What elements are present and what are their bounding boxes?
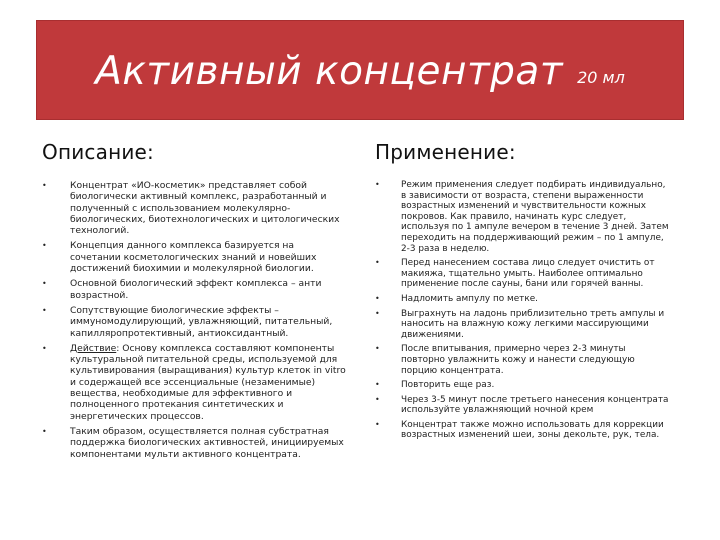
title-row — [36, 20, 684, 120]
list-item — [375, 258, 670, 290]
bullet-icon: • — [42, 279, 47, 289]
bullet-icon: • — [375, 293, 380, 303]
list-item — [375, 420, 670, 441]
list-item-text: Повторить еще раз. — [401, 380, 495, 391]
description-column — [42, 140, 347, 464]
list-item-text: Через 3-5 минут после третьего нанесения концентрата используйте увлажняющий ночной крем — [401, 394, 669, 416]
description-list — [42, 180, 347, 460]
bullet-icon: • — [375, 380, 380, 390]
bullet-icon: • — [375, 419, 380, 429]
list-item-text: Сопутствующие биологические эффекты – иммуномодулирующий, увлажняющий, питательный, капилляропротективный, антиоксидантный. — [70, 304, 333, 339]
list-item — [375, 180, 670, 254]
bullet-icon: • — [375, 344, 380, 354]
list-item-text: Концентрат «ИО-косметик» представляет собой биологически активный комплекс, разработанный и полученный с использованием молекулярно-биологических, биотехнологических и цитологических технологий. — [70, 180, 340, 237]
list-item-text: Таким образом, осуществляется полная субстратная поддержка биологических активностей, инициируемых компонентами мульти активного концентрата. — [70, 425, 344, 460]
list-item-text: Перед нанесением состава лицо следует очистить от макияжа, тщательно умыть. Наиболее оптимально применение после сауны, бани или горячей ванны. — [401, 258, 655, 290]
usage-list — [375, 180, 670, 441]
title-banner — [36, 20, 684, 120]
list-item-text: Концентрат также можно использовать для коррекции возрастных изменений шеи, зоны декольте, рук, тела. — [401, 419, 664, 441]
list-item-text: После впитывания, примерно через 2-3 минуты повторно увлажнить кожу и нанести следующую порцию концентрата. — [401, 344, 635, 376]
list-item-text: Режим применения следует подбирать индивидуально, в зависимости от возраста, степени выраженности возрастных изменений и чувствительности кожных покровов. Как правило, начинать курс следует, используя по 1 ампуле вечером в течение 3 дней. Затем переходить на поддерживающий режим – по 1 ампуле, 2-3 раза в неделю. — [401, 180, 669, 254]
bullet-icon: • — [375, 308, 380, 318]
bullet-icon: • — [42, 305, 47, 315]
list-item-text: Концепция данного комплекса базируется на сочетании косметологических знаний и новейших достижений биохимии и молекулярной биологии. — [70, 240, 317, 275]
bullet-icon: • — [42, 426, 47, 436]
page-title: Активный концентрат — [95, 48, 564, 94]
list-item — [375, 309, 670, 341]
list-item-text: Основной биологический эффект комплекса – анти возрастной. — [70, 278, 322, 301]
bullet-icon: • — [375, 394, 380, 404]
page-subtitle: 20 мл — [577, 67, 625, 87]
list-item — [42, 305, 347, 339]
usage-heading: Применение: — [375, 140, 516, 164]
bullet-icon: • — [42, 343, 47, 353]
usage-column — [375, 140, 670, 445]
list-item-text: : Основу комплекса составляют компоненты культуральной питательной среды, используемой для культивирования (выращивания) культур клеток in vitro и содержащей все эссенциальные (незаменимые) вещества, необходимые для эффективного и полноценного протекания синтетических и энергетических процессов. — [70, 342, 346, 422]
list-item — [375, 294, 670, 305]
bullet-icon: • — [375, 258, 380, 268]
list-item-text: Надломить ампулу по метке. — [401, 293, 538, 304]
list-item-text: Выграхнуть на ладонь приблизительно треть ампулы и наносить на влажную кожу легкими массирующими движениями. — [401, 308, 665, 340]
list-item — [42, 343, 347, 422]
list-item — [42, 180, 347, 236]
list-item — [42, 278, 347, 301]
list-item-lead: Действие — [70, 342, 117, 354]
list-item — [42, 426, 347, 460]
list-item — [375, 380, 670, 391]
bullet-icon: • — [42, 181, 47, 190]
list-item — [42, 240, 347, 274]
bullet-icon: • — [375, 180, 380, 189]
bullet-icon: • — [42, 241, 47, 251]
list-item — [375, 344, 670, 376]
description-heading: Описание: — [42, 140, 154, 164]
list-item — [375, 395, 670, 416]
